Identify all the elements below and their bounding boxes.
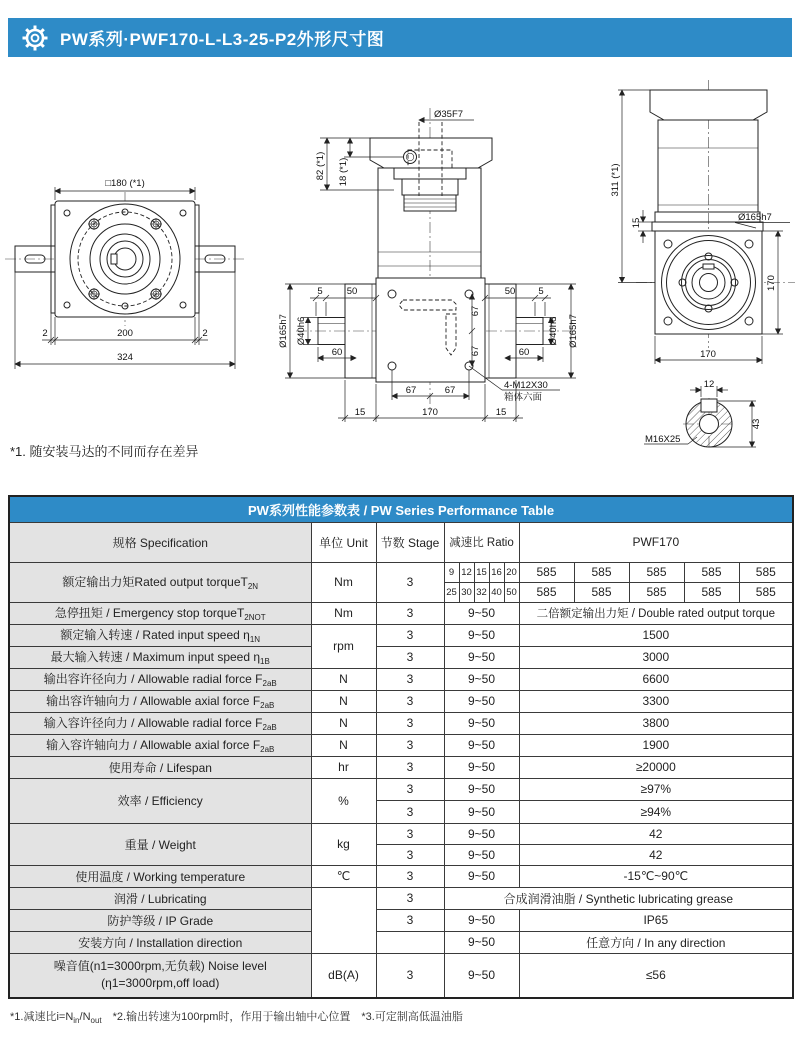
row-lubricating [9, 887, 793, 909]
row-max-input-speed [9, 646, 793, 668]
row-ip-grade [9, 909, 793, 931]
spec-label: 额定输入转速 / Rated input speed $\eta_{1N}$ [9, 624, 311, 646]
dim-50-left: 50 [346, 286, 358, 297]
dim-dia165-side: Ø165h7 [738, 212, 772, 223]
value-cell: 585 [519, 562, 574, 582]
spec-label: 额定输出力矩Rated output torqueT$_{2N}$ [9, 562, 311, 602]
value-cell: 585 [629, 582, 684, 602]
row-output-axial-force [9, 690, 793, 712]
spec-label: 防护等级 / IP Grade [9, 909, 311, 931]
row-efficiency-1 [9, 778, 793, 800]
unit-cell: N [311, 734, 376, 756]
ratio-cell: 32 [474, 582, 489, 602]
dim-18: 18 (*1) [338, 157, 349, 187]
stage-cell: 3 [376, 800, 444, 823]
ratio-cell: 9~50 [444, 668, 519, 690]
spec-label: 输入容许径向力 / Allowable radial force $F_{2aB}$ [9, 712, 311, 734]
dim-60-left: 60 [331, 347, 343, 358]
spec-label: 输入容许轴向力 / Allowable axial force $F_{2aB}$ [9, 734, 311, 756]
value-cell: 585 [684, 582, 739, 602]
unit-cell: hr [311, 756, 376, 778]
value-cell: 3000 [519, 646, 793, 668]
value-cell: 1500 [519, 624, 793, 646]
value-cell: 3800 [519, 712, 793, 734]
value-cell: -15℃~90℃ [519, 865, 793, 887]
stage-cell: 3 [376, 865, 444, 887]
ratio-cell: 9~50 [444, 823, 519, 844]
value-cell: 二倍额定输出力矩 / Double rated output torque [519, 602, 793, 624]
stage-cell: 3 [376, 624, 444, 646]
unit-cell: % [311, 778, 376, 823]
ratio-cell: 9~50 [444, 646, 519, 668]
unit-cell: dB(A) [311, 953, 376, 998]
stage-cell: 3 [376, 646, 444, 668]
header-ratio: 减速比 Ratio [444, 522, 519, 562]
ratio-cell: 9~50 [444, 734, 519, 756]
value-cell: 585 [574, 562, 629, 582]
row-noise-level [9, 953, 793, 998]
value-cell: ≤56 [519, 953, 793, 998]
title-bar [8, 18, 792, 57]
unit-cell: ℃ [311, 865, 376, 887]
ratio-cell: 9~50 [444, 602, 519, 624]
unit-cell: N [311, 712, 376, 734]
ratio-cell: 9~50 [444, 844, 519, 865]
table-header-row [9, 522, 793, 562]
stage-cell: 3 [376, 734, 444, 756]
ratio-cell: 16 [489, 562, 504, 582]
spec-label: 安装方向 / Installation direction [9, 931, 311, 953]
value-cell: 6600 [519, 668, 793, 690]
unit-cell: rpm [311, 624, 376, 668]
value-cell: 585 [739, 562, 793, 582]
unit-cell: kg [311, 823, 376, 865]
stage-cell: 3 [376, 712, 444, 734]
stage-cell: 3 [376, 778, 444, 800]
value-cell: ≥97% [519, 778, 793, 800]
value-cell: 585 [574, 582, 629, 602]
ratio-cell: 9~50 [444, 909, 519, 931]
row-emergency-stop [9, 602, 793, 624]
bolt-callout-line2: 箱体六面 [504, 392, 543, 403]
dim-67-v1: 67 [470, 305, 481, 317]
gear-icon [20, 23, 50, 53]
spec-label: 使用寿命 / Lifespan [9, 756, 311, 778]
value-cell: 任意方向 / In any direction [519, 931, 793, 953]
spec-label: 输出容许轴向力 / Allowable axial force $F_{2aB}$ [9, 690, 311, 712]
stage-cell: 3 [376, 844, 444, 865]
dim-170-mid: 170 [422, 407, 438, 418]
ratio-cell: 9~50 [444, 800, 519, 823]
spec-label: 润滑 / Lubricating [9, 887, 311, 909]
row-rated-torque-1 [9, 562, 793, 582]
dim-324: 324 [117, 352, 133, 363]
row-weight-1 [9, 823, 793, 844]
header-model: PWF170 [519, 522, 793, 562]
section-view-drawing [278, 108, 579, 422]
dim-311: 311 (*1) [610, 163, 621, 197]
dim-67-v2: 67 [470, 345, 481, 357]
stage-cell: 3 [376, 602, 444, 624]
dim-square180: □180 (*1) [105, 178, 145, 189]
value-cell: 585 [519, 582, 574, 602]
dim-dia40-left: Ø40h6 [296, 316, 307, 346]
dim-15-right: 15 [495, 407, 507, 418]
stage-cell: 3 [376, 909, 444, 931]
ratio-cell: 12 [459, 562, 474, 582]
label-m16x25: M16X25 [645, 434, 681, 445]
spec-label: 使用温度 / Working temperature [9, 865, 311, 887]
dim-dia165-left: Ø165h7 [278, 314, 289, 348]
drawing-note: *1. 随安装马达的不同而存在差异 [10, 444, 199, 459]
footnote: *1.减速比$i=N_{in}/N_{out}$ *2.输出转速为100rpm时，作用于输出轴中心位置 *3.可定制高低温油脂 [10, 1011, 463, 1025]
unit-cell-empty [311, 887, 376, 953]
page-title: PW系列·PWF170-L-L3-25-P2外形尺寸图 [60, 30, 385, 49]
dim-5-left: 5 [317, 286, 323, 297]
unit-cell: N [311, 690, 376, 712]
row-working-temperature [9, 865, 793, 887]
stage-cell: 3 [376, 953, 444, 998]
ratio-cell: 9~50 [444, 712, 519, 734]
dim-15-side: 15 [631, 217, 642, 229]
dim-67-b2: 67 [444, 385, 456, 396]
dim-5-right: 5 [538, 286, 544, 297]
dim-67-b1: 67 [405, 385, 417, 396]
ratio-cell: 9~50 [444, 953, 519, 998]
stage-cell: 3 [376, 690, 444, 712]
dim-dia40-right: Ø40h6 [548, 316, 559, 346]
value-cell: 585 [684, 562, 739, 582]
table-title: PW系列性能参数表 / PW Series Performance Table [9, 496, 793, 522]
dim-170-right: 170 [766, 275, 777, 291]
stage-cell: 3 [376, 887, 444, 909]
spec-label: 重量 / Weight [9, 823, 311, 865]
spec-label: 噪音值(n1=3000rpm,无负载) Noise level (η1=3000rpm,off load) [9, 953, 311, 998]
spec-label: 急停扭矩 / Emergency stop torqueT$_{2NOT}$ [9, 602, 311, 624]
value-cell: 42 [519, 823, 793, 844]
ratio-cell: 15 [474, 562, 489, 582]
value-cell: 42 [519, 844, 793, 865]
value-cell: 585 [739, 582, 793, 602]
row-output-radial-force [9, 668, 793, 690]
ratio-cell: 30 [459, 582, 474, 602]
technical-drawings [0, 60, 800, 460]
header-stage: 节数 Stage [376, 522, 444, 562]
value-cell: 1900 [519, 734, 793, 756]
ratio-cell: 9~50 [444, 778, 519, 800]
bolt-callout-line1: 4-M12X30 [504, 380, 548, 391]
spec-label: 效率 / Efficiency [9, 778, 311, 823]
dim-82: 82 (*1) [315, 151, 326, 181]
row-input-radial-force [9, 712, 793, 734]
dim-2-left: 2 [42, 328, 48, 339]
ratio-cell: 9~50 [444, 690, 519, 712]
value-cell: 合成润滑油脂 / Synthetic lubricating grease [444, 887, 793, 909]
dim-200: 200 [117, 328, 133, 339]
ratio-cell: 20 [504, 562, 519, 582]
spec-label: 最大输入转速 / Maximum input speed $\eta_{1B}$ [9, 646, 311, 668]
value-cell: ≥94% [519, 800, 793, 823]
stage-cell: 3 [376, 562, 444, 602]
header-unit: 单位 Unit [311, 522, 376, 562]
ratio-cell: 40 [489, 582, 504, 602]
stage-cell: 3 [376, 823, 444, 844]
dim-12: 12 [703, 379, 715, 390]
front-view-drawing [5, 178, 246, 369]
dim-43: 43 [751, 418, 762, 430]
stage-cell: 3 [376, 668, 444, 690]
row-input-axial-force [9, 734, 793, 756]
row-installation-direction [9, 931, 793, 953]
unit-cell: Nm [311, 602, 376, 624]
unit-cell: N [311, 668, 376, 690]
dim-50-right: 50 [504, 286, 516, 297]
dim-dia35: Ø35F7 [434, 109, 464, 120]
spec-label: 输出容许径向力 / Allowable radial force $F_{2aB}$ [9, 668, 311, 690]
dim-15-left: 15 [354, 407, 366, 418]
ratio-cell: 9~50 [444, 756, 519, 778]
dim-dia165-right: Ø165h7 [568, 314, 579, 348]
ratio-cell: 9~50 [444, 624, 519, 646]
ratio-cell: 9~50 [444, 931, 519, 953]
dim-170-bottom: 170 [700, 349, 716, 360]
value-cell: 3300 [519, 690, 793, 712]
row-rated-input-speed [9, 624, 793, 646]
dim-60-right: 60 [518, 347, 530, 358]
value-cell: IP65 [519, 909, 793, 931]
ratio-cell: 50 [504, 582, 519, 602]
table-title-row [9, 496, 793, 522]
header-spec: 规格 Specification [9, 522, 311, 562]
side-view-drawing [610, 80, 795, 450]
value-cell: 585 [629, 562, 684, 582]
ratio-cell: 9 [444, 562, 459, 582]
stage-cell-empty [376, 931, 444, 953]
stage-cell: 3 [376, 756, 444, 778]
ratio-cell: 25 [444, 582, 459, 602]
dim-2-right: 2 [202, 328, 208, 339]
unit-cell: Nm [311, 562, 376, 602]
row-lifespan [9, 756, 793, 778]
performance-table [8, 495, 794, 999]
value-cell: ≥20000 [519, 756, 793, 778]
ratio-cell: 9~50 [444, 865, 519, 887]
